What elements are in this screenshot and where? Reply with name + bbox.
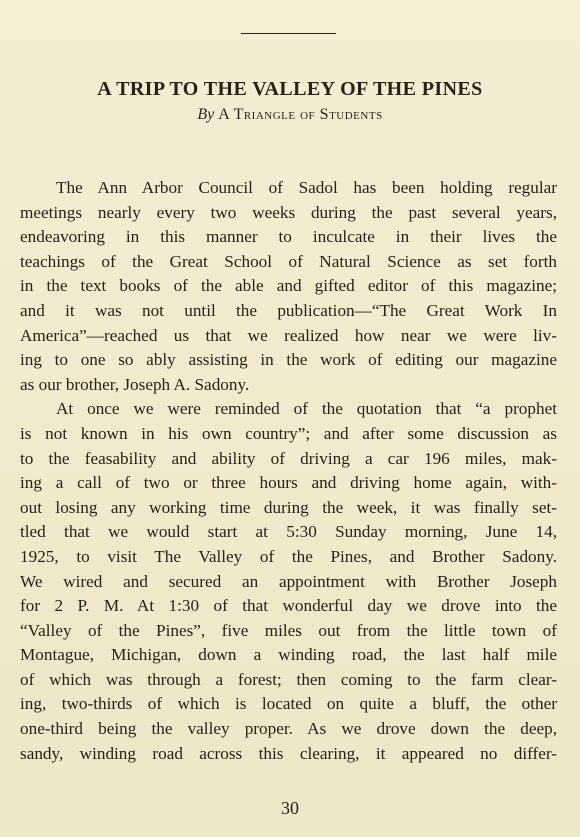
article-title: A TRIP TO THE VALLEY OF THE PINES bbox=[97, 78, 483, 100]
text-line: teachings of the Great School of Natural Science as set forth bbox=[20, 251, 557, 271]
text-line: is not known in his own country”; and after some discussion as bbox=[20, 423, 557, 443]
page-number: 30 bbox=[281, 798, 299, 818]
text-line: as our brother, Joseph A. Sadony. bbox=[20, 374, 250, 394]
text-line: one-third being the valley proper. As we drove down the deep, bbox=[20, 719, 557, 739]
text-line: America”—reached us that we realized how near we were liv- bbox=[20, 325, 557, 345]
text-line: 1925, to visit The Valley of the Pines, and Brother Sadony. bbox=[20, 546, 557, 566]
text-line: At once we were reminded of the quotation that “a prophet bbox=[56, 399, 557, 419]
text-line: meetings nearly every two weeks during the past several years, bbox=[20, 202, 557, 222]
article-byline bbox=[0, 104, 580, 126]
text-line: The Ann Arbor Council of Sadol has been holding regular bbox=[56, 178, 557, 197]
text-line: out losing any working time during the week, it was finally set- bbox=[20, 497, 557, 517]
text-line: ing, two-thirds of which is located on quite a bluff, the other bbox=[20, 694, 557, 714]
text-line: endeavoring in this manner to inculcate in their lives the bbox=[20, 227, 557, 247]
text-line: Montague, Michigan, down a winding road, the last half mile bbox=[20, 645, 557, 665]
top-rule-divider bbox=[241, 33, 336, 34]
text-line: “Valley of the Pines”, five miles out from the little town of bbox=[20, 620, 557, 640]
article-body bbox=[20, 176, 557, 766]
text-line: of which was through a forest; then coming to the farm clear- bbox=[20, 669, 557, 689]
text-line: tled that we would start at 5:30 Sunday morning, June 14, bbox=[20, 522, 557, 542]
text-line: We wired and secured an appointment with Brother Joseph bbox=[20, 571, 557, 591]
text-line: sandy, winding road across this clearing, it appeared no differ- bbox=[20, 743, 557, 763]
text-line: for 2 P. M. At 1:30 of that wonderful day we drove into the bbox=[20, 596, 557, 616]
text-line: to the feasability and ability of driving a car 196 miles, mak- bbox=[20, 448, 557, 468]
byline-author: A Triangle of Students bbox=[218, 106, 383, 123]
byline-prefix: By bbox=[197, 106, 215, 123]
text-line: ing a call of two or three hours and driving home again, with- bbox=[20, 473, 557, 493]
text-line: ing to one so ably assisting in the work of editing our magazine bbox=[20, 350, 557, 370]
text-line: and it was not until the publication—“The Great Work In bbox=[20, 300, 557, 320]
text-line: in the text books of the able and gifted editor of this magazine; bbox=[20, 276, 557, 296]
